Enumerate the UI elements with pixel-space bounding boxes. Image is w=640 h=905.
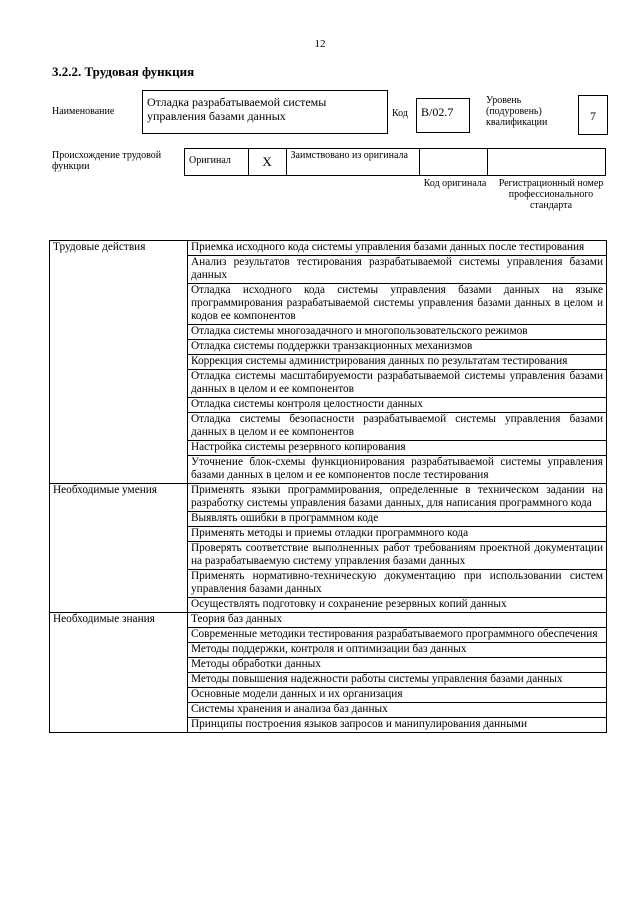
section-label: Трудовые действия — [50, 241, 188, 484]
table-cell-item: Проверять соответствие выполненных работ требованиям проектной документации на разрабатываемую систему управления базами данных — [188, 542, 607, 570]
table-cell-item: Настройка системы резервного копирования — [188, 441, 607, 456]
table-cell-item: Применять языки программирования, определенные в техническом задании на разработку системы управления базами данных, для написания программного кода — [188, 484, 607, 512]
table-cell-item: Теория баз данных — [188, 613, 607, 628]
origin-row — [184, 148, 606, 176]
registration-number-cell — [488, 149, 605, 175]
table-cell-item: Принципы построения языков запросов и манипулирования данными — [188, 718, 607, 733]
table-cell-item: Коррекция системы администрирования данных по результатам тестирования — [188, 355, 607, 370]
table-cell-item: Приемка исходного кода системы управления базами данных после тестирования — [188, 241, 607, 256]
function-details-table — [49, 240, 607, 733]
origin-label: Происхождение трудовой функции — [52, 150, 162, 172]
name-label: Наименование — [52, 106, 115, 117]
level-value: 7 — [578, 95, 608, 135]
table-cell-item: Отладка системы контроля целостности данных — [188, 398, 607, 413]
table-cell-item: Методы обработки данных — [188, 658, 607, 673]
table-cell-item: Системы хранения и анализа баз данных — [188, 703, 607, 718]
original-code-cell — [420, 149, 488, 175]
section-label: Необходимые знания — [50, 613, 188, 733]
table-cell-item: Осуществлять подготовку и сохранение резервных копий данных — [188, 598, 607, 613]
table-cell-item: Анализ результатов тестирования разрабатываемой системы управления базами данных — [188, 256, 607, 284]
table-cell-item: Методы поддержки, контроля и оптимизации баз данных — [188, 643, 607, 658]
registration-number-caption: Регистрационный номер профессионального стандарта — [498, 178, 604, 211]
table-cell-item: Выявлять ошибки в программном коде — [188, 512, 607, 527]
section-title: 3.2.2. Трудовая функция — [52, 64, 195, 79]
page-number: 12 — [314, 38, 326, 50]
name-value: Отладка разрабатываемой системы управления базами данных — [142, 90, 388, 134]
table-row — [50, 613, 607, 628]
level-label: Уровень (подуровень) квалификации — [486, 95, 548, 128]
table-cell-item: Уточнение блок-схемы функционирования разрабатываемой системы управления базами данных в целом и ее компонентов после тестирования — [188, 456, 607, 484]
table-cell-item: Отладка системы многозадачного и многопользовательского режимов — [188, 325, 607, 340]
code-label: Код — [392, 108, 408, 119]
table-cell-item: Отладка системы поддержки транзакционных механизмов — [188, 340, 607, 355]
code-value: В/02.7 — [416, 98, 470, 133]
table-cell-item: Отладка исходного кода системы управления базами данных на языке программирования разрабатываемой системы управления базами данных в целом и кодов ее компонентов — [188, 284, 607, 325]
original-code-caption: Код оригинала — [423, 178, 487, 189]
table-cell-item: Применять нормативно-техническую документацию при использовании систем управления базами данных — [188, 570, 607, 598]
section-label: Необходимые умения — [50, 484, 188, 613]
table-cell-item: Отладка системы безопасности разрабатываемой системы управления базами данных в целом и ее компонентов — [188, 413, 607, 441]
original-mark: X — [249, 149, 287, 175]
table-cell-item: Основные модели данных и их организация — [188, 688, 607, 703]
table-cell-item: Отладка системы масштабируемости разрабатываемой системы управления базами данных в целом и ее компонентов — [188, 370, 607, 398]
borrowed-label: Заимствовано из оригинала — [287, 149, 420, 175]
original-label: Оригинал — [185, 149, 249, 175]
table-cell-item: Методы повышения надежности работы системы управления базами данных — [188, 673, 607, 688]
table-cell-item: Современные методики тестирования разрабатываемого программного обеспечения — [188, 628, 607, 643]
table-row — [50, 241, 607, 256]
table-row — [50, 484, 607, 512]
table-cell-item: Применять методы и приемы отладки программного кода — [188, 527, 607, 542]
